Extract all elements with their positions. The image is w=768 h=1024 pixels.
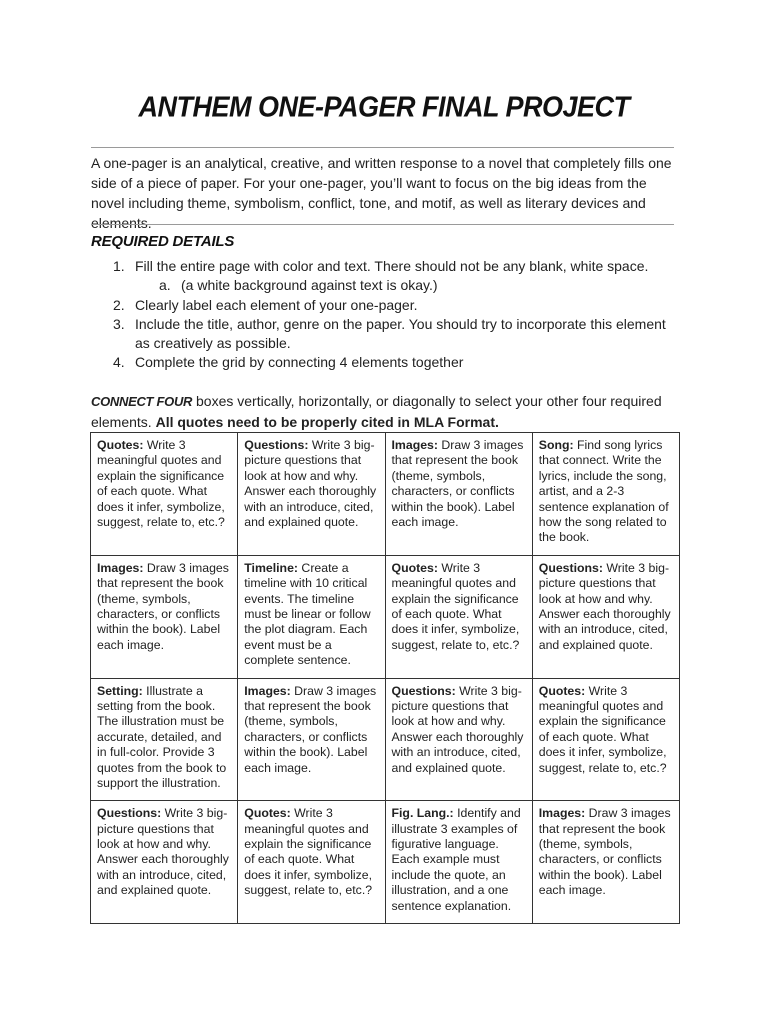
cell-label: Timeline: — [244, 560, 299, 575]
grid-cell — [91, 678, 238, 801]
cell-label: Images: — [244, 683, 291, 698]
grid-cell — [532, 678, 679, 801]
grid-cell — [385, 555, 532, 678]
intro-paragraph: A one-pager is an analytical, creative, and written response to a novel that completely fills one side of a piece of paper. For your one-pager, you’ll want to focus on the big ideas from the novel including theme, symbolism, conflict, tone, and motif, as well as literary devices and elements. — [91, 155, 672, 231]
grid-cell — [238, 555, 385, 678]
grid-cell — [532, 433, 679, 556]
cell-text: Draw 3 images that represent the book (theme, symbols, characters, or conflicts within the book). Label each image. — [538, 806, 671, 898]
page-title: ANTHEM ONE-PAGER FINAL PROJECT — [138, 91, 630, 123]
cell-label: Song: — [538, 438, 574, 452]
grid-cell — [238, 801, 385, 924]
mla-note: All quotes need to be properly cited in MLA Format. — [155, 414, 499, 430]
grid-row — [91, 678, 680, 801]
grid-cell — [91, 555, 238, 678]
cell-text: Illustrate a setting from the book. The illustration must be accurate, detailed, and in full-color. Provide 3 quotes from the book to support the illustration. — [97, 683, 227, 790]
cell-text: Write 3 big-picture questions that look at how and why. Answer each thoroughly with an introduce, cited, and explained quote. — [538, 560, 671, 652]
cell-label: Quotes: — [538, 683, 586, 698]
grid-cell — [385, 678, 532, 801]
cell-text: Write 3 big-picture questions that look at how and why. Answer each thoroughly with an introduce, cited, and explained quote. — [97, 806, 229, 898]
cell-text: Write 3 meaningful quotes and explain the significance of each quote. What does it infer, symbolize, suggest, relate to, etc.? — [97, 438, 225, 530]
cell-text: Create a timeline with 10 critical events. The timeline must be linear or follow the plot diagram. Each event must be a complete sentence. — [244, 560, 371, 668]
section-heading: REQUIRED DETAILS — [91, 233, 235, 250]
cell-label: Images: — [538, 806, 586, 821]
cell-text: Draw 3 images that represent the book (theme, symbols, characters, or conflicts within the book). Label each image. — [97, 560, 229, 652]
cell-label: Setting: — [97, 683, 143, 698]
connect-four-label: CONNECT FOUR — [91, 394, 193, 409]
cell-text: Write 3 meaningful quotes and explain the significance of each quote. What does it infer, symbolize, suggest, relate to, etc.? — [538, 683, 667, 775]
connect-four-text: boxes vertically, horizontally, or diagonally to select your other four required elements. — [91, 393, 662, 430]
cell-text: Draw 3 images that represent the book (theme, symbols, characters, or conflicts within the book). Label each image. — [244, 683, 377, 775]
cell-label: Quotes: — [244, 806, 291, 821]
grid-row — [91, 555, 680, 678]
grid-cell — [91, 801, 238, 924]
divider — [91, 147, 674, 148]
cell-label: Questions: — [391, 683, 456, 698]
cell-label: Questions: — [538, 560, 603, 575]
cell-label: Fig. Lang.: — [391, 806, 454, 821]
cell-label: Images: — [97, 560, 144, 575]
cell-text: Write 3 big-picture questions that look at how and why. Answer each thoroughly with an introduce, cited, and explained quote. — [391, 683, 524, 775]
grid-row — [91, 801, 680, 924]
connect-four-grid — [90, 432, 680, 924]
list-item: 1. Fill the entire page with color and text. There should not be any blank, white space. — [113, 258, 649, 274]
list-item: a. (a white background against text is okay.) — [159, 277, 438, 294]
cell-label: Quotes: — [391, 560, 438, 575]
requirements-list — [91, 257, 681, 373]
cell-text: Write 3 big-picture questions that look at how and why. Answer each thoroughly with an introduce, cited, and explained quote. — [244, 438, 377, 530]
cell-label: Images: — [391, 438, 438, 452]
cell-text: Draw 3 images that represent the book (theme, symbols, characters, or conflicts within the book). Label each image. — [391, 438, 524, 530]
cell-label: Questions: — [97, 806, 162, 821]
list-item: 3. Include the title, author, genre on the paper. You should try to incorporate this element as creatively as possible. — [113, 315, 666, 352]
grid-cell — [91, 433, 238, 556]
cell-label: Questions: — [244, 438, 309, 452]
cell-label: Quotes: — [97, 438, 144, 452]
grid-cell — [385, 801, 532, 924]
grid-cell — [238, 678, 385, 801]
divider — [91, 224, 674, 225]
list-item: 4. Complete the grid by connecting 4 elements together — [113, 354, 464, 371]
grid-cell — [532, 801, 679, 924]
cell-text: Find song lyrics that connect. Write the lyrics, include the song, artist, and a 2-3 sentence explanation of how the song related to the book. — [538, 438, 669, 545]
list-item: 2. Clearly label each element of your one-pager. — [113, 296, 418, 313]
grid-cell — [385, 433, 532, 556]
grid-cell — [532, 555, 679, 678]
cell-text: Write 3 meaningful quotes and explain the significance of each quote. What does it infer, symbolize, suggest, relate to, etc.? — [244, 806, 373, 898]
connect-four-instructions — [91, 391, 681, 432]
cell-text: Write 3 meaningful quotes and explain the significance of each quote. What does it infer, symbolize, suggest, relate to, etc.? — [391, 560, 520, 652]
cell-text: Identify and illustrate 3 examples of figurative language. Each example must include the quote, an illustration, and a one sentence explanation. — [391, 806, 521, 913]
grid-row — [91, 433, 680, 556]
grid-cell — [238, 433, 385, 556]
